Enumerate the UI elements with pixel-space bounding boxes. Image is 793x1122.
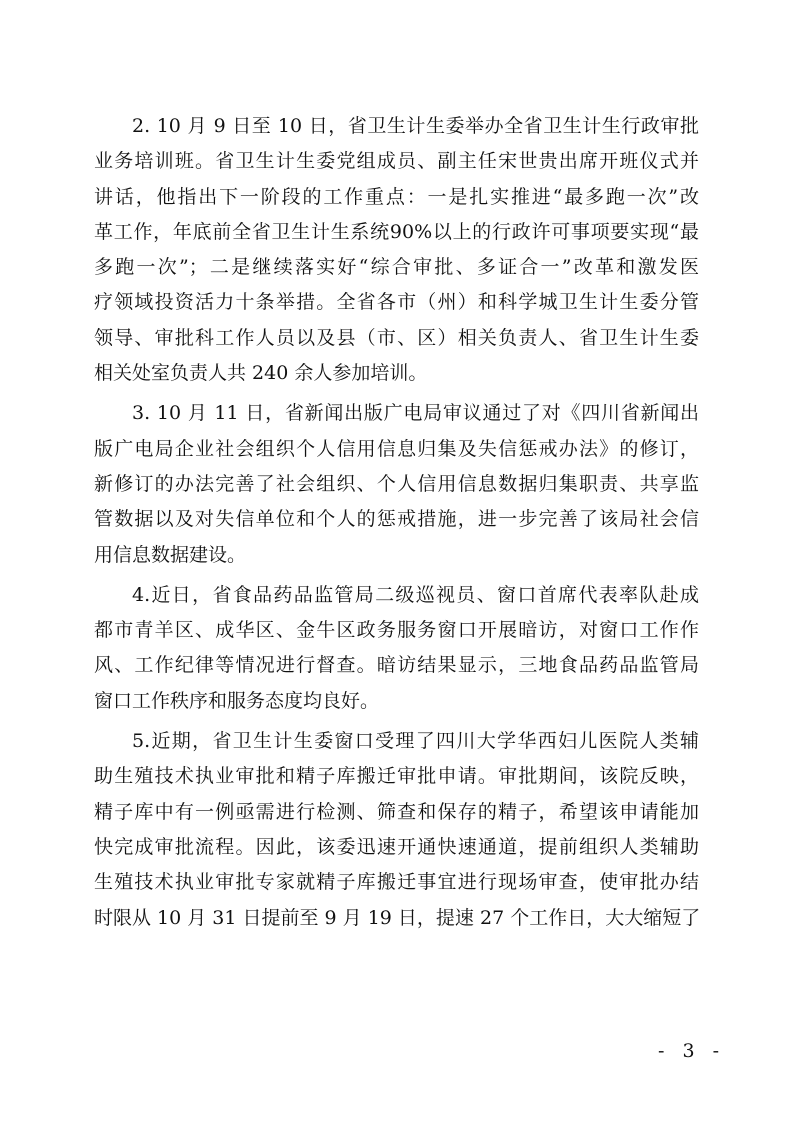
text-line: 3. 10 月 11 日，省新闻出版广电局审议通过了对《四川省新闻出 — [132, 402, 699, 425]
text-line: 管数据以及对失信单位和个人的惩戒措施，进一步完善了该局社会信 — [94, 508, 699, 531]
text-line: 助生殖技术执业审批和精子库搬迁审批申请。审批期间，该院反映， — [94, 765, 699, 788]
text-line: 都市青羊区、成华区、金牛区政务服务窗口开展暗访，对窗口工作作 — [94, 619, 699, 642]
text-line: 精子库中有一例亟需进行检测、筛查和保存的精子，希望该申请能加 — [94, 800, 699, 823]
text-line: 窗口工作秩序和服务态度均良好。 — [94, 689, 380, 712]
paragraph-item-3 — [94, 396, 699, 572]
text-line: 生殖技术执业审批专家就精子库搬迁事宜进行现场审查，使审批办结 — [94, 871, 699, 894]
text-line: 2. 10 月 9 日至 10 日，省卫生计生委举办全省卫生计生行政审批 — [132, 115, 699, 137]
page-number: - 3 - — [657, 1040, 725, 1062]
text-line: 相关处室负责人共 240 余人参加培训。 — [94, 362, 428, 385]
paragraph-item-4 — [94, 578, 699, 719]
text-line: 领导、审批科工作人员以及县（市、区）相关负责人、省卫生计生委 — [94, 326, 699, 349]
document-body — [94, 109, 699, 941]
text-line: 用信息数据建设。 — [94, 543, 247, 566]
text-line: 业务培训班。省卫生计生委党组成员、副主任宋世贵出席开班仪式并 — [94, 150, 699, 173]
text-line: 疗领域投资活力十条举措。全省各市（州）和科学城卫生计生委分管 — [94, 291, 699, 314]
text-line: 版广电局企业社会组织个人信用信息归集及失信惩戒办法》的修订， — [94, 437, 699, 460]
text-line: 4.近日，省食品药品监管局二级巡视员、窗口首席代表率队赴成 — [132, 583, 699, 606]
paragraph-item-5 — [94, 724, 699, 936]
text-line: 5.近期，省卫生计生委窗口受理了四川大学华西妇儿医院人类辅 — [132, 730, 699, 753]
paragraph-item-2 — [94, 109, 699, 391]
text-line: 风、工作纪律等情况进行督查。暗访结果显示，三地食品药品监管局 — [94, 654, 699, 677]
text-line: 快完成审批流程。因此，该委迅速开通快速通道，提前组织人类辅助 — [94, 835, 699, 858]
text-line: 革工作，年底前全省卫生计生系统90%以上的行政许可事项要实现“最 — [94, 220, 699, 243]
text-line: 多跑一次”；二是继续落实好“综合审批、多证合一”改革和激发医 — [94, 256, 699, 279]
text-line: 时限从 10 月 31 日提前至 9 月 19 日，提速 27 个工作日，大大缩短了 — [94, 906, 701, 929]
text-line: 新修订的办法完善了社会组织、个人信用信息数据归集职责、共享监 — [94, 472, 699, 495]
text-line: 讲话，他指出下一阶段的工作重点：一是扎实推进“最多跑一次”改 — [94, 185, 699, 208]
